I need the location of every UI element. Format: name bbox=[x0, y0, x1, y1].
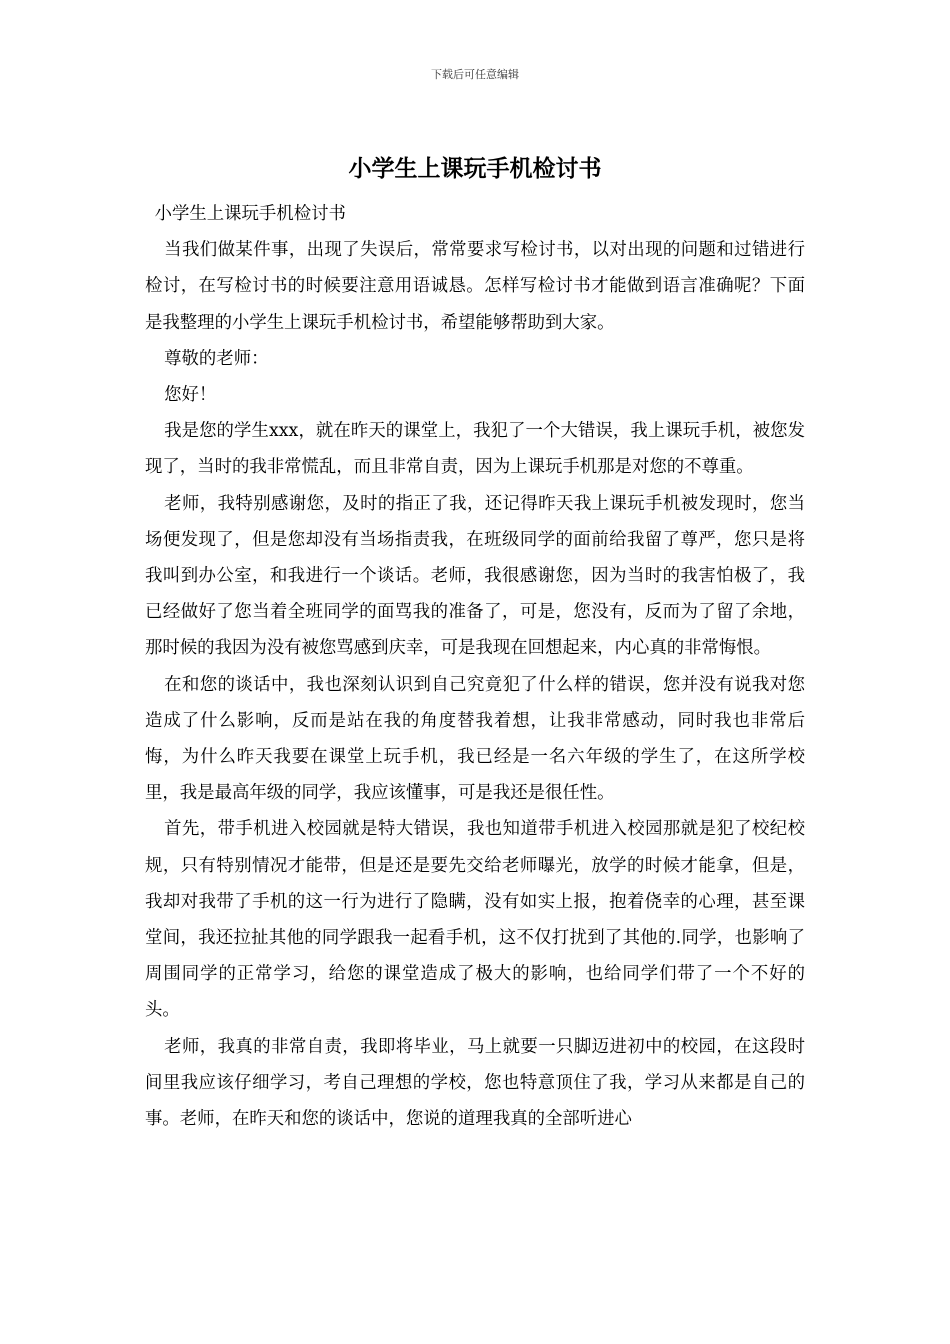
subtitle-paragraph: 小学生上课玩手机检讨书 bbox=[154, 204, 346, 224]
document-title: 小学生上课玩手机检讨书 bbox=[348, 155, 602, 182]
body-paragraph: 我是您的学生xxx，就在昨天的课堂上，我犯了一个大错误，我上课玩手机，被您发现了，当时的我非常慌乱，而且非常自责，因为上课玩手机那是对您的不尊重。 bbox=[145, 421, 805, 478]
greeting: 您好！ bbox=[164, 385, 217, 406]
document-body bbox=[145, 196, 805, 1137]
body-paragraph: 老师，我真的非常自责，我即将毕业，马上就要一只脚迈进初中的校园，在这段时间里我应该仔细学习，考自己理想的学校，您也特意顶住了我，学习从来都是自己的事。老师，在昨天和您的谈话中，您说的道理我真的全部听进心 bbox=[145, 1036, 805, 1130]
body-paragraph: 在和您的谈话中，我也深刻认识到自己究竟犯了什么样的错误，您并没有说我对您造成了什么影响，反而是站在我的角度替我着想，让我非常感动，同时我也非常后悔，为什么昨天我要在课堂上玩手机，我已经是一名六年级的学生了，在这所学校里，我是最高年级的同学，我应该懂事，可是我还是很任性。 bbox=[145, 674, 805, 804]
body-paragraph: 老师，我特别感谢您，及时的指正了我，还记得昨天我上课玩手机被发现时，您当场便发现了，但是您却没有当场指责我，在班级同学的面前给我留了尊严，您只是将我叫到办公室，和我进行一个谈话。老师，我很感谢您，因为当时的我害怕极了，我已经做好了您当着全班同学的面骂我的准备了，可是，您没有，反而为了留了余地，那时候的我因为没有被您骂感到庆幸，可是我现在回想起来，内心真的非常悔恨。 bbox=[145, 493, 805, 659]
intro-paragraph: 当我们做某件事，出现了失误后，常常要求写检讨书，以对出现的问题和过错进行检讨，在写检讨书的时候要注意用语诚恳。怎样写检讨书才能做到语言准确呢？下面是我整理的小学生上课玩手机检讨书，希望能够帮助到大家。 bbox=[145, 240, 805, 333]
body-paragraph: 首先，带手机进入校园就是特大错误，我也知道带手机进入校园那就是犯了校纪校规，只有特别情况才能带，但是还是要先交给老师曝光，放学的时候才能拿，但是，我却对我带了手机的这一行为进行了隐瞒，没有如实上报，抱着侥幸的心理，甚至课堂间，我还拉扯其他的同学跟我一起看手机，这不仅打扰到了其他的.同学，也影响了周围同学的正常学习，给您的课堂造成了极大的影响，也给同学们带了一个不好的头。 bbox=[145, 819, 805, 1021]
salutation: 尊敬的老师： bbox=[164, 348, 269, 369]
header-note: 下载后可任意编辑 bbox=[431, 68, 519, 81]
